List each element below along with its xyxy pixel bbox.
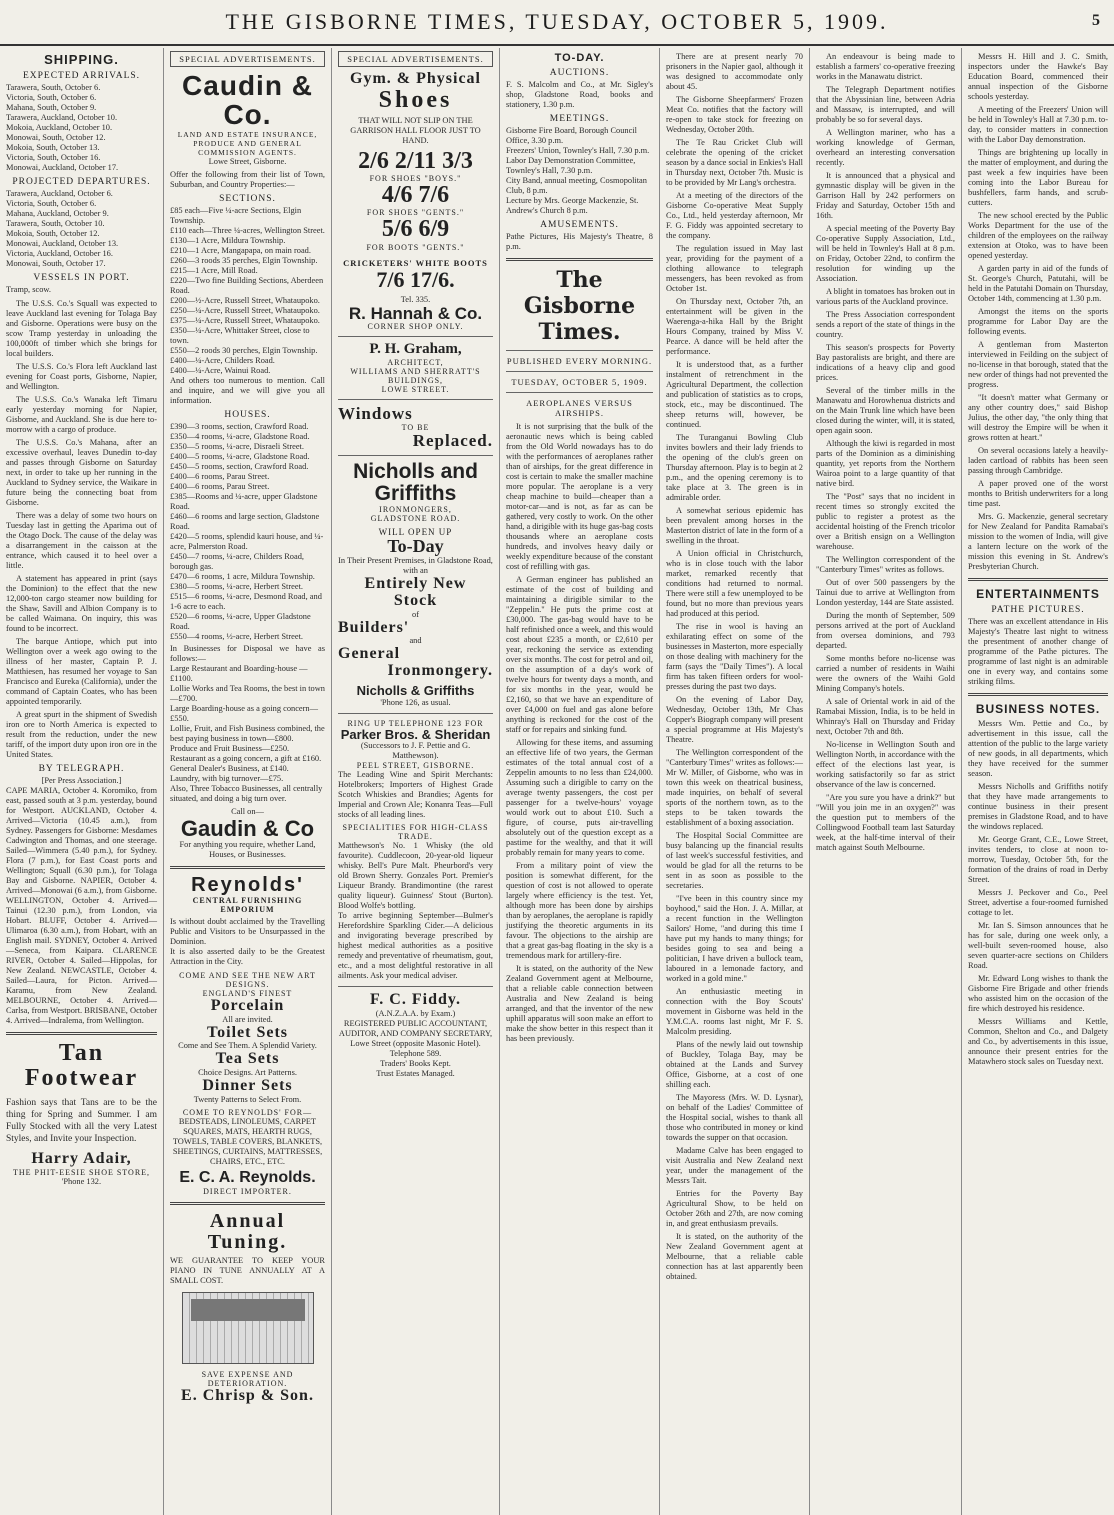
parker-text: The Leading Wine and Spirit Merchants: Hotelbrokers; Importers of Highest Grade Scotch Whiskies and Brandies; Agents for Imperial and Crown Ale; Konanra Teas—Full stocks of all leading lines. — [338, 770, 493, 820]
leader-article — [506, 422, 653, 1044]
business-listing: Restaurant as a going concern, a gift at £160. — [170, 753, 322, 763]
meetings-list — [506, 126, 653, 216]
peel-street: PEEL STREET, GISBORNE. — [356, 761, 475, 771]
section-listing: £400—¼-Acre, Childers Road. — [170, 355, 275, 365]
business-notes — [968, 719, 1108, 1067]
arrival-item: Tarawera, Auckland, October 10. — [6, 113, 118, 122]
sections-heading: SECTIONS. — [219, 193, 276, 204]
column-advertisements-1 — [164, 48, 332, 1515]
chrisp-title: E. Chrisp & Son. — [181, 1386, 314, 1404]
meeting-item: Gisborne Fire Board, Borough Council Office, 3.30 p.m. — [506, 126, 637, 145]
harry-adair: Harry Adair, — [31, 1150, 132, 1168]
and: and — [409, 636, 422, 646]
reynolds-text: Is without doubt acclaimed by the Travelling Public and Visitors to be Unsurpassed in the Dominion. — [170, 916, 325, 946]
direct-importer: DIRECT IMPORTER. — [203, 1186, 292, 1196]
news-paragraph: Some months before no-license was carried a number of residents in Waihi were the owners of the Waihi Gold Mining Company's hotels. — [816, 654, 955, 693]
news-paragraph: The Mayoress (Mrs. W. D. Lysnar), on behalf of the Ladies' Committee of the Hospital social, wishes to thank all those who contributed in money or kind towards the supper on that occasion. — [666, 1093, 803, 1142]
news-paragraph: A gentleman from Masterton interviewed in Feilding on the subject of no-license in that borough, stated that the new order of things had not prevented the progress. — [968, 340, 1108, 389]
news-paragraph: Plans of the newly laid out township of Buckley, Tolaga Bay, may be obtained at the Lands and Survey Office, Gisborne, at a cost of one shilling each. — [666, 1040, 803, 1089]
divider — [968, 693, 1108, 696]
come-to-reynolds: COME TO REYNOLDS' FOR— — [182, 1108, 313, 1118]
porcelain-subtitle: All are invited. — [222, 1014, 273, 1024]
ironmongers: IRONMONGERS, — [379, 505, 452, 515]
columns — [0, 48, 1114, 1515]
masthead — [0, 0, 1114, 46]
houses-list — [170, 422, 325, 642]
eca-reynolds: E. C. A. Reynolds. — [179, 1169, 316, 1187]
issue-date: TUESDAY, OCTOBER 5, 1909. — [511, 377, 648, 387]
business-listing: Large Restaurant and Boarding-house —£1100. — [170, 663, 308, 683]
divider — [170, 866, 325, 869]
news-paragraph: Things are brightening up locally in the matter of employment, and during the past week a few inquiries have been coming into the Labor Bureau for bushfellers, farm hands, and scrub-cutters. — [968, 148, 1108, 207]
ring-telephone: RING UP TELEPHONE 123 FOR — [347, 718, 484, 728]
departure-item: Tarawera, Auckland, October 6. — [6, 189, 113, 198]
press-association: [Per Press Association.] — [41, 776, 122, 785]
tan-text: Fashion says that Tans are to be the thing for Spring and Summer. I am Fully Stocked with all the very Latest Styles, and Invite your Inspection. — [6, 1098, 157, 1145]
save-expense: SAVE EXPENSE AND DETERIORATION. — [201, 1369, 294, 1388]
news-paragraph: The Hospital Social Committee are busy balancing up the financial results of last week's successful festivities, and would be glad for all the returns to be sent in as soon as possible to the secretaries. — [666, 831, 803, 890]
section-listing: £130—1 Acre, Mildura Township. — [170, 235, 286, 245]
shipping-paragraph: The U.S.S. Co.'s Mahana, after an excessive overhaul, leaves Dunedin to-day and passes through Gisborne on Saturday next, in order to take up her running in the Auckland to Sydney service, the Waikare in future being the connecting boat from Gisborne. — [6, 438, 157, 507]
nicholls-title: Nicholls and Griffiths — [353, 459, 478, 505]
arrival-item: Monowai, South, October 12. — [6, 133, 106, 142]
reynolds-goods: BEDSTEADS, LINOLEUMS, CARPET SQUARES, MATS, HEARTH RUGS, TOWELS, TABLE COVERS, BLANKETS, SHEETINGS, CURTAINS, MATTRESSES, CHAIRS, ETC., ETC. — [172, 1117, 323, 1167]
shipping-paragraph: A statement has appeared in print (says the Dominion) to the effect that the new 12,000-ton cargo steamer now building for the Shaw, Savill and Albion Company is to be called Waimana. On inquiry, this was found to be incorrect. — [6, 574, 157, 633]
business-note: Messrs Williams and Kettle, Common, Shelton and Co., and Dalgety and Co., by advertisements in this issue, announce their present entries for the Matawhero stock sales on Tuesday next. — [968, 1017, 1108, 1066]
house-listing: £450—7 rooms, ¼-acre, Childers Road, borough gas. — [170, 551, 304, 571]
house-listing: £385—Rooms and ¼-acre, upper Gladstone Road. — [170, 491, 318, 511]
column-shipping — [0, 48, 164, 1515]
meeting-item: Freezers' Union, Townley's Hall, 7.30 p.m. — [506, 146, 650, 155]
arrival-item: Mahana, South, October 9. — [6, 103, 97, 112]
news-paragraph: Mrs. G. Mackenzie, general secretary for New Zealand for Pandita Ramabai's mission to the women of India, will give a lantern lecture on the work of the mission this evening in St. Andrew's Presbyterian Church. — [968, 512, 1108, 571]
dinner-sets-subtitle: Twenty Patterns to Select From. — [193, 1095, 302, 1105]
page-number: 5 — [1092, 12, 1100, 29]
news-paragraph: An enthusiastic meeting in connection with the Boy Scouts' movement in Gisborne was held in the Y.M.C.A. rooms last night, Mr F. S. Malcolm presiding. — [666, 987, 803, 1036]
hannah-title: R. Hannah & Co. — [348, 303, 483, 323]
nicholls-footer: Nicholls & Griffiths — [356, 682, 475, 698]
business-notes-heading: BUSINESS NOTES. — [975, 702, 1101, 716]
telegraph-heading: BY TELEGRAPH. — [38, 764, 125, 774]
cricket-prices: 7/6 17/6. — [376, 266, 455, 292]
section-listing: £375—¼-Acre, Russell Street, Whataupoko. — [170, 315, 320, 325]
news-paragraph: It is stated, on the authority of the New Zealand Government agent at Melbourne, that a reliable cable connection has at last apparently been obtained. — [666, 1232, 803, 1281]
tea-sets-subtitle: Choice Designs. Art Patterns. — [198, 1068, 297, 1078]
specialities-heading: SPECIALITIES FOR HIGH-CLASS TRADE. — [342, 823, 489, 842]
cider-text: To arrive beginning September—Bulmer's Herefordshire Sparkling Cider.—A delicious and invigorating beverage prescribed by highest medical authorities as a positive remedy and preventative of rheumatism, gout, etc., and a most delightful restorative in all ailments. Ask your medical adviser. — [338, 911, 493, 981]
projected-departures-list — [6, 189, 157, 269]
local-news — [816, 52, 955, 853]
news-paragraph: Several of the timber mills in the Manawatu and Horowhenua districts and on the Main Trunk line which have been closed during the winter, will, it is stated, open again soon. — [816, 386, 955, 435]
news-paragraph: Amongst the items on the sports programme for Labor Day are the following events. — [968, 307, 1108, 336]
news-paragraph: Entries for the Poverty Bay Agricultural Show, to be held on October 26th and 27th, are now coming in, and great enthusiasm prevails. — [666, 1189, 803, 1228]
caudin-subtitle: LAND AND ESTATE INSURANCE, PRODUCE AND GENERAL COMMISSION AGENTS. — [177, 129, 318, 157]
business-note: Mr. Edward Long wishes to thank the Gisborne Fire Brigade and other friends who assisted him on the occasion of the fire which destroyed his residence. — [968, 974, 1108, 1013]
news-paragraph: A Wellington mariner, who has a working knowledge of German, overheard an interesting conversation recently. — [816, 128, 955, 167]
news-paragraph: A special meeting of the Poverty Bay Co-operative Supply Association, Ltd., will be held in Townley's Hall at 8 p.m. on Friday, October 22nd, to confirm the resolution for winding up the Association. — [816, 224, 955, 283]
house-listing: £350—4 rooms, ¼-acre, Gladstone Road. — [170, 431, 310, 441]
toilet-sets-subtitle: Come and See Them. A Splendid Variety. — [178, 1041, 317, 1051]
graham-buildings: WILLIAMS AND SHERRATT'S BUILDINGS, — [350, 367, 481, 386]
arrival-item: Monowai, Auckland, October 17. — [6, 163, 119, 172]
house-listing: £515—6 rooms, ¼-acre, Desmond Road, and 1-6 acre to each. — [170, 591, 322, 611]
call-on: Call on— — [231, 806, 264, 816]
house-listing: £460—6 rooms and large section, Gladstone Road. — [170, 511, 320, 531]
caudin-address: Lowe Street, Gisborne. — [208, 156, 287, 166]
house-listing: £400—5 rooms, ¼-acre, Gladstone Road. — [170, 451, 310, 461]
house-listing: £350—5 rooms, ¼-acre, Disraeli Street. — [170, 441, 304, 451]
gents-shoe-label: FOR SHOES "GENTS." — [366, 208, 465, 218]
fiddy-address: Lowe Street (opposite Masonic Hotel). Telephone 589. — [350, 1038, 481, 1058]
englands-finest: ENGLAND'S FINEST — [202, 988, 293, 998]
divider — [338, 986, 493, 987]
special-ads-label: SPECIAL ADVERTISEMENTS. — [338, 51, 493, 67]
divider — [506, 371, 653, 372]
news-paragraph: "It doesn't matter what Germany or any other country does," said Bishop Julius, the other day, "the only thing that will destroy the Empire will be when it grows rotten at heart." — [968, 393, 1108, 442]
today-heading: TO-DAY. — [554, 52, 605, 64]
divider — [338, 713, 493, 714]
replaced-title: Replaced. — [412, 431, 493, 451]
leader-paragraph: A German engineer has published an estimate of the cost of building and maintaining a dirigible similar to the "Zeppelin." He puts the prime cost at £30,000. The gas-bag would have to be half refinished once a week, and this would cost about £235 a month, or £2,610 per year, reckoning the service as extending over six months. The cost for petrol and oil, on the assumption of a day's work of twelve hours for twenty days a month, and for six months in the year, would be £2,160, so that we have an expenditure of over £4,000 on fuel and gas alone before anything is reckoned for the cost of the staff or for repairs and sinking fund. — [506, 575, 653, 734]
house-listing: £380—5 rooms, ¼-acre, Herbert Street. — [170, 581, 304, 591]
column-advertisements-2 — [332, 48, 500, 1515]
pathe-heading: PATHE PICTURES. — [991, 605, 1085, 615]
shipping-heading: SHIPPING. — [44, 52, 119, 67]
graham-title: P. H. Graham, — [369, 341, 462, 358]
news-paragraph: The Telegraph Department notifies that the Abyssinian line, between Adria and Massaw, is interrupted, and will probably be so for several days. — [816, 85, 955, 124]
departure-item: Tarawera, South, October 10. — [6, 219, 105, 228]
news-paragraph: "Are you sure you have a drink?" but "Will you join me in an oxygen?" was the question put to members of the Collingwood Football team last Saturday week, at the half-time interval of their match against South Melbourne. — [816, 793, 955, 852]
parker-title: Parker Bros. & Sheridan — [340, 726, 491, 742]
gents-shoe-prices: 4/6 7/6 — [381, 182, 450, 209]
shipping-paragraph: There was a delay of some two hours on Tuesday last in getting the Aparima out of the Otago Dock. The cause of the delay was a disarrangement in the caisson at the entrance, which caused it to heel over a little. — [6, 511, 157, 570]
house-listing: £400—6 rooms, Parau Street. — [170, 471, 270, 481]
gym-title: Gym. & Physical — [350, 70, 481, 87]
caudin-offer: Offer the following from their list of Town, Suburban, and Country Properties:— — [170, 169, 325, 189]
section-listing: £215—1 Acre, Mill Road. — [170, 265, 258, 275]
divider — [506, 392, 653, 393]
news-paragraph: A paper proved one of the worst months to British underwriters for a long time past. — [968, 479, 1108, 508]
leader-title: AEROPLANES VERSUS AIRSHIPS. — [526, 398, 633, 418]
news-paragraph: During the month of September, 509 persons arrived at the port of Auckland from oversea dominions, and 793 departed. — [816, 611, 955, 650]
departure-item: Mahana, Auckland, October 9. — [6, 209, 109, 218]
amusements-heading: AMUSEMENTS. — [540, 220, 619, 230]
section-listing: £350—¼-Acre, Whittaker Street, close to town. — [170, 325, 310, 345]
news-paragraph: The Press Association correspondent sends a report of the state of things in the country. — [816, 310, 955, 339]
arrival-item: Victoria, South, October 16. — [6, 153, 101, 162]
news-paragraph: No-license in Wellington South and Wellington North, in accordance with the effect of the elections last year, is working satisfactorily so far as strict observance of the law is concerned. — [816, 740, 955, 789]
traders-books: Traders' Books Kept. — [380, 1058, 451, 1068]
business-note: Messrs Nicholls and Griffiths notify that they have made arrangements to continue business in their present premises in Gladstone Road, and to have the windows replaced. — [968, 782, 1108, 831]
departure-item: Mokoia, South, October 12. — [6, 229, 100, 238]
business-listing: Produce and Fruit Business—£250. — [170, 743, 290, 753]
entirely-new: Entirely New — [364, 574, 467, 592]
business-listing: Laundry, with big turnover—£75. — [170, 773, 284, 783]
leader-paragraph: It is stated, on the authority of the New Zealand Government agent at Melbourne, that a reliable cable connection between Australia and New Zealand is being arranged, and that the inventor of the new uphill apparatus will soon make an effort to make the show better in this respect than it has been previously. — [506, 964, 653, 1043]
shipping-paragraph: A great spurt in the shipment of Swedish iron ore to North America is expected to result from the reduction, under the new tariff, of the import duty upon iron ore in the United States. — [6, 710, 157, 759]
section-listing: £200—½-Acre, Russell Street, Whataupoko. — [170, 295, 320, 305]
meeting-item: Labor Day Demonstration Committee, Townley's Hall, 7.30 p.m. — [506, 156, 636, 175]
tea-sets-title: Tea Sets — [215, 1050, 280, 1068]
porcelain-title: Porcelain — [210, 996, 285, 1014]
divider — [338, 455, 493, 456]
windows-title: Windows — [338, 404, 413, 424]
gisborne-times-title: The Gisborne Times. — [523, 267, 636, 345]
news-paragraph: On Thursday next, October 7th, an entertainment will be given in the Waerenga-a-hika Hall by the Bright Hours Company, trained by Miss V. Pearce. A dance will be held after the performance. — [666, 297, 803, 356]
entertainments-text: There was an excellent attendance in His Majesty's Theatre last night to witness the presentment of another change of programme of the Pathe pictures. The programme of last night is an admirable one in every way, and contains some striking films. — [968, 617, 1108, 686]
expected-arrivals-list — [6, 83, 157, 173]
nicholls-phone: 'Phone 126, as usual. — [380, 697, 451, 707]
graham-street: LOWE STREET. — [381, 385, 450, 395]
news-paragraph: The Wellington correspondent of the "Canterbury Times" writes as follows. — [816, 555, 955, 574]
newspaper-title: THE GISBORNE TIMES, TUESDAY, OCTOBER 5, 1909. — [225, 9, 889, 34]
caudin-title: Caudin & Co. — [182, 70, 313, 131]
news-paragraph: The rise in wool is having an exhilarating effect on some of the businesses in Masterton, more especially on those dealing with machinery for the farm (says the "Daily Times"). A local firm has taken fifteen orders for wool-presses during the past two days. — [666, 622, 803, 691]
business-note: Messrs Wm. Pettie and Co., by advertisement in this issue, call the attention of the public to the large variety of new goods, in all departments, which they have received for the summer season. — [968, 719, 1108, 778]
shipping-news — [6, 299, 157, 760]
news-paragraph: The Te Rau Cricket Club will celebrate the opening of the cricket season by a dance social in Enkies's Hall in Thursday next, October 7th. Music is to be provided by Mr Lang's orchestra. — [666, 138, 803, 187]
news-paragraph: A somewhat serious epidemic has been prevalent among horses in the Masterton district of late in the form of a swelling in the throat. — [666, 506, 803, 545]
local-news — [666, 52, 803, 1282]
shoe-store: THE PHIT-EESIE SHOE STORE, — [12, 1168, 151, 1178]
gaudin-subtitle: For anything you require, whether Land, Houses, or Businesses. — [179, 839, 316, 859]
section-listing: £210—1 Acre, Mangapapa, on main road. — [170, 245, 311, 255]
gladstone-road: GLADSTONE ROAD. — [370, 514, 461, 524]
leader-paragraph: It is not surprising that the bulk of the aeronautic news which is being cabled from the Old World nowadays has to do with the performances of aeroplanes rather than of airships, for the great difference in cost is certain to make the smaller machine more popular. The aeroplane is a very cheap machine to build—cheaper than a motor-car—and is not, as far as can be gathered, very costly to work. On the other hand, a dirigible with its huge gas-bag costs thousands where an aeroplane costs hundreds, and involves heavy daily or weekly expenditure because of the constant cost of refilling with gas. — [506, 422, 654, 571]
departure-item: Monowai, Auckland, October 13. — [6, 239, 119, 248]
business-listing: Large Boarding-house as a going concern—£550. — [170, 703, 318, 723]
column-local-news-2 — [810, 48, 962, 1515]
business-note: Mr. Ian S. Simson announces that he has for sale, during one week only, a well-built seven-roomed house, also seven quarter-acre sections on Childers Road. — [968, 921, 1108, 970]
news-paragraph: A meeting of the Freezers' Union will be held in Townley's Hall at 7.30 p.m. to-day, to consider matters in connection with the Labor Day demonstration. — [968, 105, 1108, 144]
will-open: WILL OPEN UP — [378, 527, 453, 538]
section-listing: £110 each—Three ¼-acres, Wellington Street. — [170, 225, 325, 235]
business-listing: General Dealer's Business, at £140. — [170, 763, 289, 773]
news-paragraph: It is understood that, as a further instalment of retrenchment in the Agricultural Department, the collection and publication of statistics as to crops, stock, etc., may be discontinued. The sheep returns will, however, be continued. — [666, 360, 803, 429]
parker-subtitle: (Successors to J. F. Pettie and G. Matthewson). — [360, 741, 471, 761]
house-listing: £520—6 rooms, ¼-acre, Upper Gladstone Road. — [170, 611, 311, 631]
news-paragraph: A garden party in aid of the funds of St. George's Church, Patutahi, will be held in the Patutahi Domain on Thursday, October 14th, commencing at 1.30 p.m. — [968, 264, 1108, 303]
news-paragraph: At a meeting of the directors of the Gisborne Co-operative Meat Supply Co., Ltd., held yesterday afternoon, Mr F. G. Fiddy was appointed secretary to the company. — [666, 191, 803, 240]
section-listing: £220—Two fine Building Sections, Aberdeen Road. — [170, 275, 324, 295]
tan-footwear-title: Tan Footwear — [24, 1040, 139, 1092]
news-paragraph: Although the kiwi is regarded in most parts of the Dominion as a diminishing quantity, yet reports from the Northern Wairoa point to a large quantity of that native bird. — [816, 439, 955, 488]
builders: Builders' — [338, 618, 410, 636]
toilet-sets-title: Toilet Sets — [206, 1023, 289, 1041]
reynolds-title: Reynolds' — [191, 873, 304, 896]
local-news — [968, 52, 1108, 572]
sections-list — [170, 206, 325, 376]
business-note: Messrs J. Peckover and Co., Peel Street, advertise a four-roomed furnished cottage to let. — [968, 888, 1108, 917]
of: of — [412, 609, 419, 619]
house-listing: £470—6 rooms, 1 acre, Mildura Township. — [170, 571, 315, 581]
house-listing: £390—3 rooms, section, Crawford Road. — [170, 421, 309, 431]
gym-text: THAT WILL NOT SLIP ON THE GARRISON HALL FLOOR JUST TO HAND. — [350, 115, 481, 145]
expected-arrivals-heading: EXPECTED ARRIVALS. — [22, 71, 141, 81]
divider — [6, 1032, 157, 1035]
architect: ARCHITECT, — [387, 358, 444, 368]
column-editorial — [500, 48, 660, 1515]
divider — [968, 578, 1108, 581]
auctions-heading: AUCTIONS. — [549, 68, 610, 78]
leader-paragraph: Allowing for these items, and assuming an effective life of two years, the German estimates of the total annual cost of a Zeppelin amounts to no less than £24,000. Assuming such a dirigible to carry on the average twenty passengers, the cost per passenger for a twelve-hours' voyage would work out to about £10. Such a figure, of course, puts air-travelling absolutely out of the question except as a pastime for the wealthy, and that it will probably remain for many years to come. — [506, 738, 653, 857]
section-listing: £250—¼-Acre, Russell Street, Whataupoko. — [170, 305, 320, 315]
stock: Stock — [393, 591, 438, 609]
divider — [338, 336, 493, 337]
fiddy-text: REGISTERED PUBLIC ACCOUNTANT, AUDITOR, AND COMPANY SECRETARY, — [338, 1018, 493, 1038]
boys-label: FOR SHOES "BOYS." — [369, 174, 462, 184]
published-line: PUBLISHED EVERY MORNING. — [506, 356, 653, 366]
reynolds-subtitle: CENTRAL FURNISHING EMPORIUM — [192, 895, 303, 914]
section-listing: £400—¼-Acre, Wainui Road. — [170, 365, 271, 375]
news-paragraph: An endeavour is being made to establish a farmers' co-operative freezing works in the Manawatu district. — [816, 52, 955, 81]
column-local-news-3 — [962, 48, 1114, 1515]
news-paragraph: It is announced that a physical and gymnastic display will be given in the Garrison Hall by 242 performers on Friday and Saturday, October 15th and 16th. — [816, 171, 955, 220]
come-see: COME AND SEE THE NEW ART DESIGNS. — [179, 970, 316, 989]
corner-shop: CORNER SHOP ONLY. — [367, 322, 464, 332]
boys-prices: 2/6 2/11 3/3 — [358, 147, 473, 174]
news-paragraph: The Gisborne Sheepfarmers' Frozen Meat Co. notifies that the factory will re-open to take stock for freezing on Wednesday, October 20th. — [666, 95, 803, 134]
news-paragraph: Messrs H. Hill and J. C. Smith, inspectors under the Hawke's Bay Education Board, commenced their annual inspection of the Gisborne schools yesterday. — [968, 52, 1108, 101]
news-paragraph: A blight in tomatoes has broken out in various parts of the Auckland province. — [816, 287, 955, 306]
departure-item: Victoria, Auckland, October 16. — [6, 249, 113, 258]
hannah-tel: Tel. 335. — [400, 294, 431, 304]
houses-heading: HOUSES. — [224, 409, 271, 420]
auction-text: F. S. Malcolm and Co., at Mr. Sigley's shop, Gladstone Road, books and stationery, 1.30 p.m. — [506, 80, 653, 109]
news-paragraph: A sale of Oriental work in aid of the Ramabai Mission, India, is to be held in Whinray's Hall on Thursday and Friday next, October 7th and 8th. — [816, 697, 955, 736]
gents-boot-prices: 5/6 6/9 — [381, 216, 450, 243]
section-listing: £85 each—Five ¼-acre Sections, Elgin Township. — [170, 205, 302, 225]
business-note: Mr. George Grant, C.E., Lowe Street, invites tenders, to close at noon to-morrow, Tuesday, October 5th, for the formation of the drains of road in Derby Street. — [968, 835, 1108, 884]
cricketers-title: CRICKETERS' WHITE BOOTS — [343, 257, 488, 268]
piano-illustration — [182, 1292, 314, 1364]
arrival-item: Victoria, South, October 6. — [6, 93, 97, 102]
vessels-text: Tramp, scow. — [6, 285, 51, 294]
news-paragraph: The Turanganui Bowling Club invites bowlers and their lady friends to the opening of the club's green on Thursday afternoon. Play is to begin at 2 p.m., and the opening ceremony is to take place at 3. The green is in admirable order. — [666, 433, 803, 502]
departure-item: Monowai, South, October 17. — [6, 259, 106, 268]
vessels-heading: VESSELS IN PORT. — [33, 273, 130, 283]
to-be: TO BE — [401, 423, 430, 433]
shipping-paragraph: The U.S.S. Co.'s Squall was expected to leave Auckland last evening for Tolaga Bay and Gisborne. Operations were busy on the scow Tramp yesterday in unloading the 100,000ft of timber which she brings for local builders. — [6, 299, 157, 358]
divider — [506, 258, 653, 261]
telegraph-text: CAPE MARIA, October 4. Koromiko, from east, passed south at 3 p.m. yesterday, bound for Westport. AUCKLAND, October 4. Arrived—Victoria (10.45 a.m.), from Sydney. Passengers for Gisborne: Mesdames Cadwington and Thomas, and one steerage. Sailed—Wimmera (5.40 p.m.), for Sydney. Flora (7 p.m.), for East Coast ports and Wellington; Squall (6.30 p.m.), for Tolaga Bay and Gisborne. NAPIER, October 4. Arrived—Monowai (6 a.m.), from Gisborne. WELLINGTON, October 4. Arrived—Tainui (12.30 p.m.), from London, via Hobart. BLUFF, October 4. Arrived—Ulimaroa (6.30 a.m.), from Hobart, with an English mail. SYDNEY, October 4. Arrived—Seneca, from Kaipara. CLARENCE RIVER, October 4. Sailed—Hippolas, for New Zealand. NEWCASTLE, October 4. Sailed—Laura, for Picton. Arrived—Karamu, from New Zealand. MELBOURNE, October 4. Arrived—Carlsa, from Westport. BRISBANE, October 4. Arrived—Indralema, from Wellington. — [6, 786, 157, 1025]
section-listing: £550—2 roods 30 perches, Elgin Township. — [170, 345, 318, 355]
departure-item: Victoria, South, October 6. — [6, 199, 97, 208]
news-paragraph: The new school erected by the Public Works Department for the use of the children of the employees on the railway extension at Otoko, was to have been opened yesterday. — [968, 211, 1108, 260]
house-listing: £400—6 rooms, Parau Street. — [170, 481, 270, 491]
special-ads-label: SPECIAL ADVERTISEMENTS. — [170, 51, 325, 67]
today-title: To-Day — [387, 536, 444, 557]
leader-paragraph: From a military point of view the position is somewhat different, for the question of cost is not allowed to operate largely where efficiency is the test. Yet, although more has been done by airships than by aeroplanes, the aeroplane is rapidly justifying the theoretic arguments in its favour. The objections to the airship are that a great gas-bag floating in the sky is a tremendous mark for artillery-fire. — [506, 861, 653, 960]
trust-estates: Trust Estates Managed. — [376, 1068, 455, 1078]
fiddy-subtitle: (A.N.Z.A.A. by Exam.) — [375, 1008, 456, 1018]
house-listing: £450—5 rooms, section, Crawford Road. — [170, 461, 309, 471]
news-paragraph: The regulation issued in May last year, providing for the payment of a clothing allowance to telegraph messengers, has been revoked as from October 1st. — [666, 244, 803, 293]
news-paragraph: Out of over 500 passengers by the Tainui due to arrive at Wellington from London yesterday, 144 are State assisted. — [816, 578, 955, 607]
meeting-item: City Band, annual meeting, Cosmopolitan Club, 8 p.m. — [506, 176, 647, 195]
reynolds-text: It is also asserted daily to be the Greatest Attraction in the City. — [170, 946, 325, 966]
column-local-news-1 — [660, 48, 810, 1515]
gaudin-title: Gaudin & Co — [180, 815, 315, 841]
businesses-heading: In Businesses for Disposal we have as follows:— — [170, 643, 325, 663]
general: General — [338, 645, 401, 663]
arrival-item: Mokoia, Auckland, October 10. — [6, 123, 113, 132]
divider — [170, 1202, 325, 1205]
news-paragraph: "I've been in this country since my boyhood," said the Hon. J. A. Millar, at a recent function in the Wellington Sailors' Home, "and during this time I have put my hands to many things; for besides going to sea and being a politician, I have driven a bullock team, laboured in a lemonade factory, and worked in a gold mine." — [666, 894, 803, 983]
businesses-list — [170, 664, 325, 804]
divider — [338, 399, 493, 400]
shipping-paragraph: The barque Antiope, which put into Wellington over a week ago owing to the illness of her master, Captain P. J. Matthiesen, has resumed her voyage to San Francisco and Eureka (California), under the command of Captain Coates, who has been appointed temporarily. — [6, 637, 157, 706]
news-paragraph: On the evening of Labor Day, Wednesday, October 13th, Mr Chas Copper's Biograph company will present a special programme at His Majesty's Theatre. — [666, 695, 803, 744]
business-listing: Lollie, Fruit, and Fish Business combined, the best paying business in town—£800. — [170, 723, 325, 743]
annual-tuning-title: Annual Tuning. — [207, 1209, 288, 1253]
harry-phone: 'Phone 132. — [61, 1177, 102, 1187]
caudin-call: And others too numerous to mention. Call and inquire, and we will give you all information. — [170, 375, 325, 405]
arrival-item: Tarawera, South, October 6. — [6, 83, 101, 92]
meeting-item: Lecture by Mrs. George Mackenzie, St. Andrew's Church 8 p.m. — [506, 196, 639, 215]
arrival-item: Mokoia, South, October 13. — [6, 143, 100, 152]
premises-text: In Their Present Premises, in Gladstone Road, with an — [338, 555, 493, 575]
business-listing: Lollie Works and Tea Rooms, the best in town—£700. — [170, 683, 325, 703]
annual-tuning-text: WE GUARANTEE TO KEEP YOUR PIANO IN TUNE ANNUALLY AT A SMALL COST. — [170, 1255, 325, 1285]
specialities-text: Matthewson's No. 1 Whisky (the old favourite). Cuddlecoon, 20-year-old liqueur whisky. Bell's Pure Malt. Pheurbord's very old Brown Sherry. Gonzales Port. Premier's Liqueur Brandy. Brandimontine (the rarest quality liqueur). Guinness' Stout (Burton). Blood Wolfe's bottling. — [338, 841, 493, 911]
news-paragraph: Madame Calve has been engaged to visit Australia and New Zealand next year, under the management of the Messrs Tait. — [666, 1146, 803, 1185]
news-paragraph: There are at present nearly 70 prisoners in the Napier gaol, although it was designed to accommodate only about 45. — [666, 52, 803, 91]
ironmongery: Ironmongery. — [387, 662, 493, 680]
house-listing: £420—5 rooms, splendid kauri house, and ¼-acre, Palmerston Road. — [170, 531, 324, 551]
shipping-paragraph: The U.S.S. Co.'s Wanaka left Timaru early yesterday morning for Napier, Gisborne, and Auckland. She is due here to-morrow with a cargo of produce. — [6, 395, 157, 434]
news-paragraph: On several occasions lately a heavily-laden cartload of rabbits has been seen passing through Cambridge. — [968, 446, 1108, 475]
business-listing: Also, Three Tobacco Businesses, all centrally situated, and doing a big turn over. — [170, 783, 323, 803]
projected-departures-heading: PROJECTED DEPARTURES. — [12, 177, 151, 187]
news-paragraph: A Union official in Christchurch, who is in close touch with the labor market, remarked recently that conditions had returned to normal. There were still a few unemployed to be found, but no more than previous years had produced at this period. — [666, 549, 803, 618]
news-paragraph: This season's prospects for Poverty Bay pastoralists are bright, and there are indications of a heavy clip and good prices. — [816, 343, 955, 382]
news-paragraph: The Wellington correspondent of the "Canterbury Times" writes as follows:—Mr W. Miller, of Gisborne, who was in town this week on theatrical business, made inquiries, on behalf of several sports of the northern town, as to the steps to be taken towards the establishment of a boxing association. — [666, 748, 803, 827]
shipping-paragraph: The U.S.S. Co.'s Flora left Auckland last evening for Coast ports, Gisborne, Napier, and Wellington. — [6, 362, 157, 391]
house-listing: £550—4 rooms, ½-acre, Herbert Street. — [170, 631, 304, 641]
fiddy-title: F. C. Fiddy. — [370, 991, 461, 1009]
section-listing: £260—3 roods 35 perches, Elgin Township. — [170, 255, 318, 265]
amusements-text: Pathe Pictures, His Majesty's Theatre, 8 p.m. — [506, 232, 653, 251]
gents-boot-label: FOR BOOTS "GENTS." — [366, 242, 465, 252]
shoes-title: Shoes — [378, 86, 453, 113]
meetings-heading: MEETINGS. — [549, 114, 610, 124]
entertainments-heading: ENTERTAINMENTS — [976, 587, 1100, 601]
divider — [506, 350, 653, 351]
news-paragraph: The "Post" says that no incident in recent times so strongly excited the public to register a protest as the accidental hoisting of the French tricolor over a British ensign on a Wellington warehouse. — [816, 492, 955, 551]
dinner-sets-title: Dinner Sets — [202, 1077, 293, 1095]
